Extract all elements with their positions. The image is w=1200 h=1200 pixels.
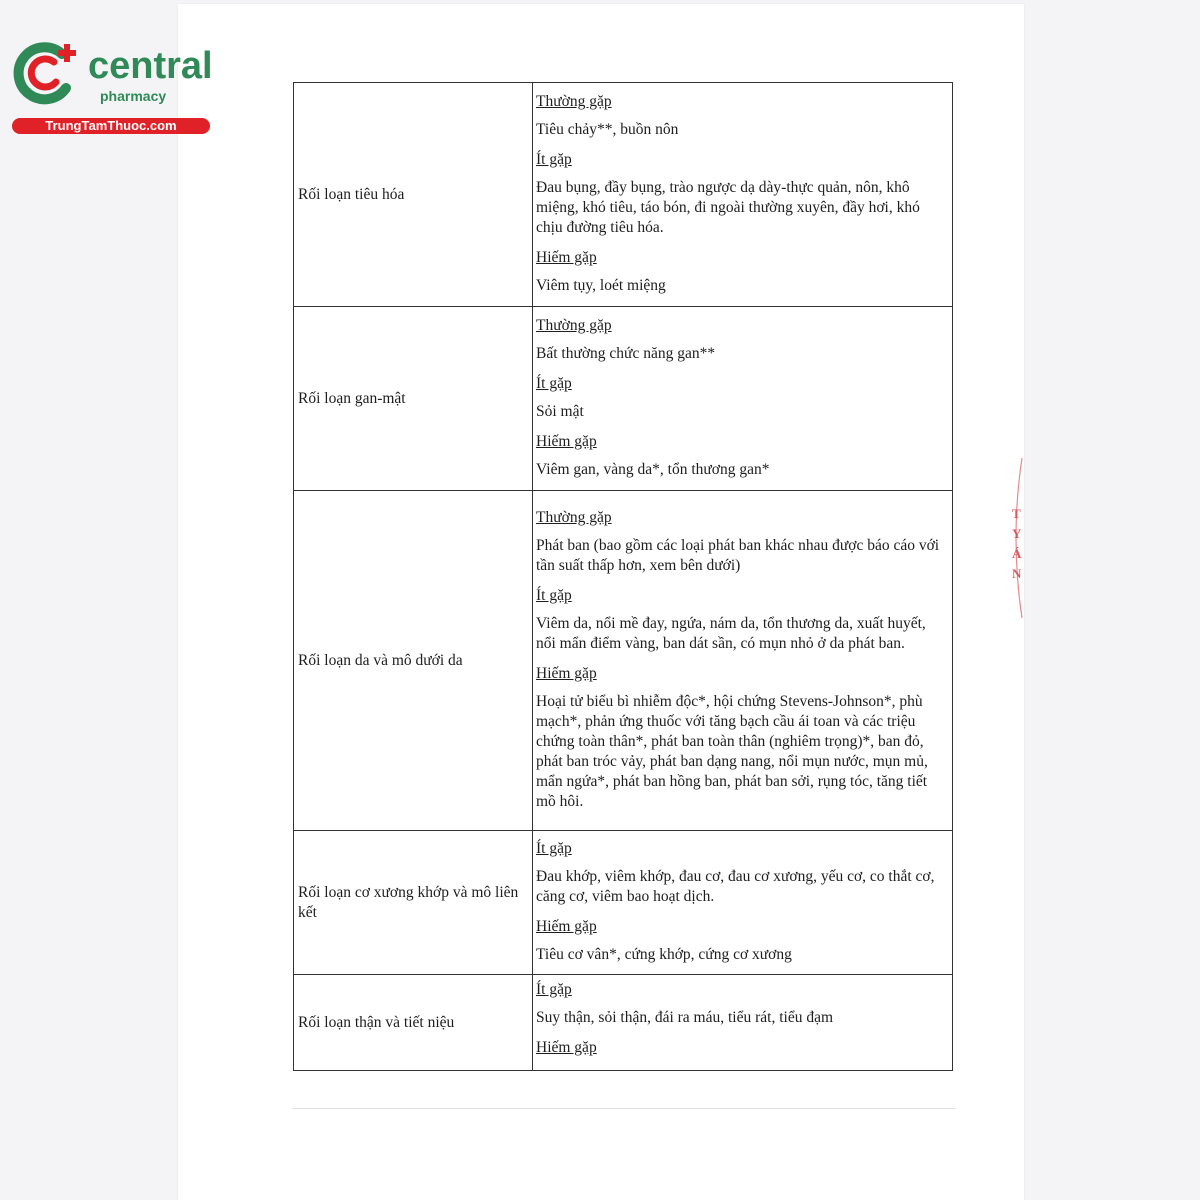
frequency-heading: Ít gặp [536,150,572,168]
frequency-heading: Hiếm gặp [536,248,597,266]
organ-system-cell: Rối loạn da và mô dưới da [294,491,533,831]
table-body [294,83,953,1071]
effects-text: Suy thận, sỏi thận, đái ra máu, tiểu rát, tiểu đạm [536,1008,834,1026]
footer-divider [292,1108,956,1109]
frequency-heading: Thường gặp [536,508,612,526]
effects-text: Viêm gan, vàng da*, tổn thương gan* [536,460,770,478]
organ-system-cell: Rối loạn tiêu hóa [294,83,533,307]
effects-cell [533,307,953,491]
effects-text: Bất thường chức năng gan** [536,344,716,362]
effects-text: Sỏi mật [536,402,584,420]
side-effects-table [293,82,953,1071]
stamp-text: TY ÁN [1012,506,1022,581]
effects-cell [533,83,953,307]
frequency-heading: Hiếm gặp [536,664,597,682]
effects-text: Tiêu cơ vân*, cứng khớp, cứng cơ xương [536,945,792,963]
frequency-heading: Ít gặp [536,586,572,604]
organ-system-cell: Rối loạn gan-mật [294,307,533,491]
effects-cell [533,491,953,831]
table-row [294,83,953,307]
frequency-heading: Hiếm gặp [536,432,597,450]
logo-wordmark: central [88,45,213,87]
frequency-heading: Ít gặp [536,980,572,998]
effects-text: Viêm da, nổi mề đay, ngứa, nám da, tổn thương da, xuất huyết, nổi mẩn điểm vàng, ban dát sần, có mụn nhỏ ở da phát ban. [536,614,926,652]
frequency-heading: Ít gặp [536,374,572,392]
effects-text: Viêm tụy, loét miệng [536,276,666,294]
effects-text: Hoại tử biểu bì nhiễm độc*, hội chứng Stevens-Johnson*, phù mạch*, phản ứng thuốc với tăng bạch cầu ái toan và các triệu chứng toàn thân*, phát ban toàn thân (nghiêm trọng)*, ban đỏ, phát ban tróc vảy, phát ban dạng nang, nổi mụn nước, mụn mủ, mẩn ngứa*, phát ban hồng ban, phát ban sởi, rụng tóc, tăng tiết mồ hôi. [536,692,928,810]
effects-text: Đau bụng, đầy bụng, trào ngược dạ dày-thực quản, nôn, khô miệng, khó tiêu, táo bón, đi ngoài thường xuyên, đầy hơi, khó chịu đường tiêu hóa. [536,178,920,236]
stamp-fragment [1008,458,1030,618]
table-row [294,491,953,831]
frequency-heading: Hiếm gặp [536,1038,597,1056]
frequency-heading: Ít gặp [536,839,572,857]
organ-system-cell: Rối loạn thận và tiết niệu [294,975,533,1071]
table-row [294,831,953,975]
frequency-heading: Hiếm gặp [536,917,597,935]
frequency-heading: Thường gặp [536,92,612,110]
pharmacy-cross-logo-icon [10,38,80,108]
effects-cell [533,975,953,1071]
central-pharmacy-logo[interactable] [10,38,215,138]
table-row [294,975,953,1071]
effects-cell [533,831,953,975]
organ-system-cell: Rối loạn cơ xương khớp và mô liên kết [294,831,533,975]
frequency-heading: Thường gặp [536,316,612,334]
table-row [294,307,953,491]
effects-text: Phát ban (bao gồm các loại phát ban khác nhau được báo cáo với tần suất thấp hơn, xem bên dưới) [536,536,940,574]
effects-text: Đau khớp, viêm khớp, đau cơ, đau cơ xương, yếu cơ, co thắt cơ, căng cơ, viêm bao hoạt dịch. [536,867,935,905]
effects-text: Tiêu chảy**, buồn nôn [536,120,679,138]
logo-subtitle: pharmacy [100,88,167,104]
logo-banner: TrungTamThuoc.com [12,118,210,134]
